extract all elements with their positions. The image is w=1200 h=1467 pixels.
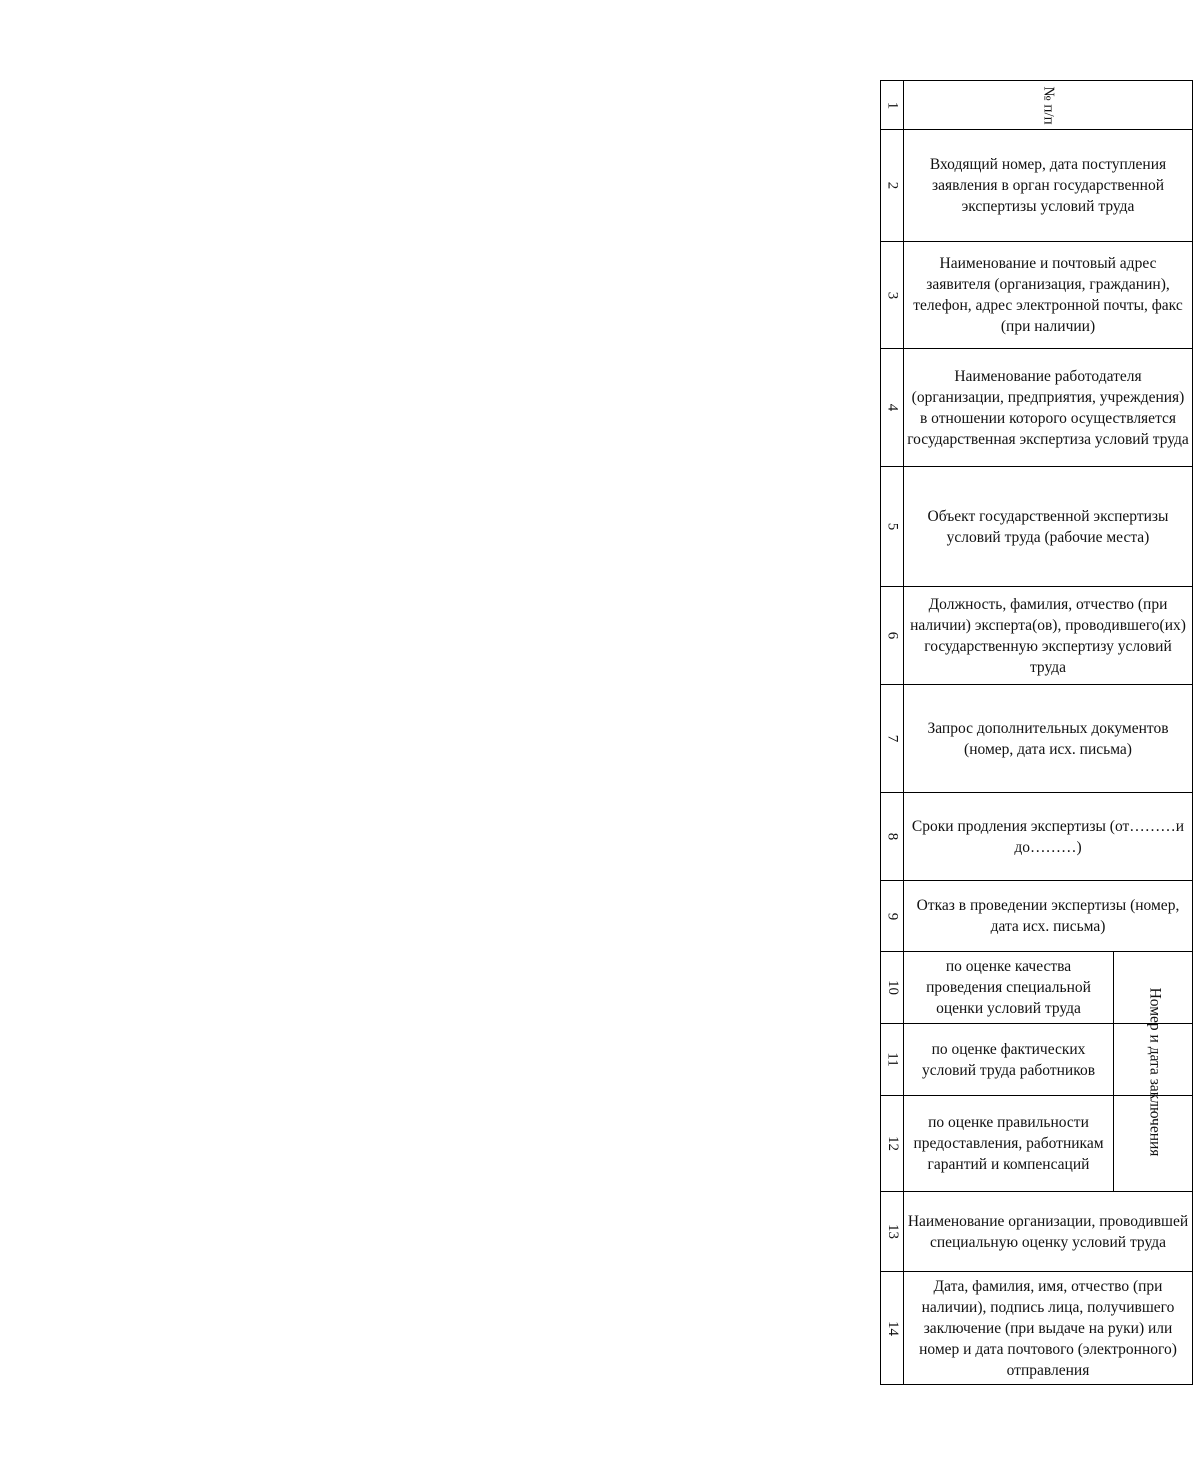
column-header: Наименование работодателя (организации, предприятия, учреждения) в отношении которого осуществляется государственная экспертиза условий труда	[907, 367, 1189, 448]
table-row	[880, 684, 1193, 792]
table-row	[880, 792, 1193, 880]
table-row	[880, 466, 1193, 586]
column-number: 8	[881, 793, 904, 880]
column-header: Наименование и почтовый адрес заявителя (организация, гражданин), телефон, адрес электронной почты, факс (при наличии)	[913, 255, 1183, 335]
column-number: 1	[881, 81, 904, 129]
column-number: 3	[881, 242, 904, 348]
conclusion-group-header: Номер и дата заключения	[1116, 951, 1193, 1191]
column-number: 6	[881, 587, 904, 684]
column-number: 12	[881, 1096, 904, 1191]
column-number: 13	[881, 1192, 904, 1271]
column-number: 4	[881, 349, 904, 466]
column-header: Дата, фамилия, имя, отчество (при наличии), подпись лица, получившего заключение (при выдаче на руки) или номер и дата почтового (электронного) отправления	[919, 1277, 1177, 1379]
column-header: Запрос дополнительных документов (номер, дата исх. письма)	[927, 719, 1169, 758]
column-header: Объект государственной экспертизы условий труда (рабочие места)	[927, 507, 1169, 546]
column-number: 7	[881, 685, 904, 792]
table-row	[880, 241, 1193, 348]
table-row	[880, 586, 1193, 684]
column-header: Должность, фамилия, отчество (при наличии) эксперта(ов), проводившего(их) государственную экспертизу условий труда	[910, 595, 1186, 676]
table-row	[880, 1271, 1193, 1385]
column-number: 10	[881, 952, 904, 1023]
table-row	[880, 80, 1193, 129]
column-number: 11	[881, 1024, 904, 1095]
column-header: по оценке качества проведения специальной оценки условий труда	[904, 952, 1114, 1023]
column-header: Отказ в проведении экспертизы (номер, дата исх. письма)	[916, 897, 1180, 935]
column-header: Наименование организации, проводившей специальную оценку условий труда	[907, 1212, 1189, 1251]
table-row	[880, 1191, 1193, 1271]
column-number: 2	[881, 130, 904, 241]
column-header: по оценке правильности предоставления, работникам гарантий и компенсаций	[904, 1096, 1114, 1191]
table-row	[880, 129, 1193, 241]
column-header: Входящий номер, дата поступления заявления в орган государственной экспертизы условий труда	[929, 156, 1167, 215]
column-header: Сроки продления экспертизы (от………и до………)	[911, 817, 1185, 856]
column-number: 9	[881, 881, 904, 951]
column-number: 14	[881, 1272, 904, 1384]
table-row	[880, 348, 1193, 466]
column-header: по оценке фактических условий труда работников	[904, 1024, 1114, 1095]
column-number: 5	[881, 467, 904, 586]
column-header: № п/п	[1040, 85, 1057, 125]
register-table	[880, 80, 1194, 1386]
table-row	[880, 880, 1193, 951]
